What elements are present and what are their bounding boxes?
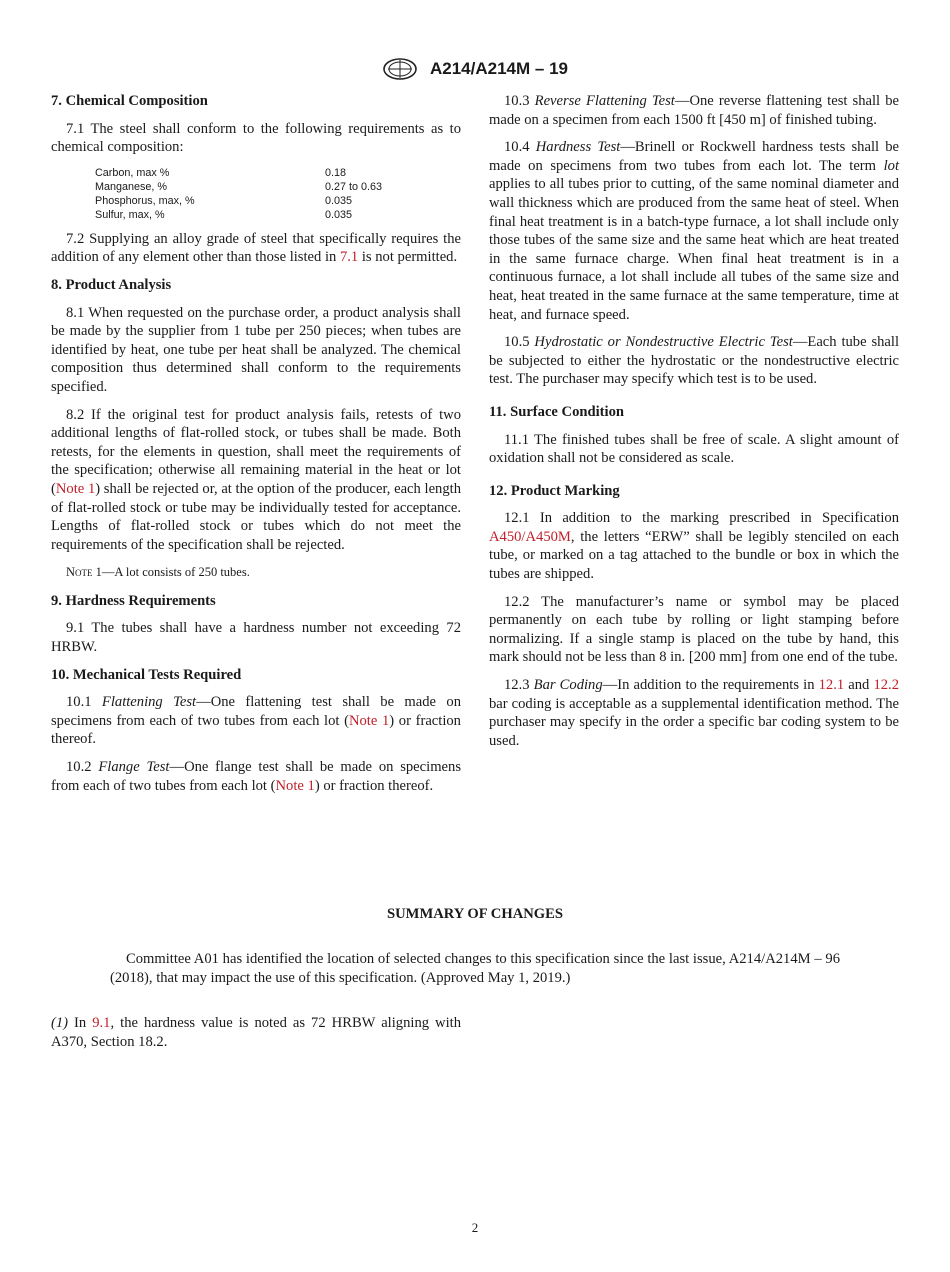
composition-row	[95, 208, 461, 222]
section-10-1: 10.1 Flattening Test—One flattening test shall be made on specimens from each of two tubes from each lot (Note 1) or fraction thereof.	[51, 694, 461, 748]
element-name: Carbon, max %	[95, 166, 170, 179]
note-1-link[interactable]: Note 1	[275, 777, 315, 794]
section-9-1: 9.1 The tubes shall have a hardness number not exceeding 72 HRBW.	[51, 620, 461, 656]
section-12-title: 12. Product Marking	[489, 482, 620, 499]
composition-row	[95, 194, 461, 208]
section-10-title: 10. Mechanical Tests Required	[51, 666, 242, 683]
element-name: Manganese, %	[95, 180, 168, 193]
composition-row	[95, 166, 461, 180]
composition-table	[95, 166, 461, 222]
summary-intro: Committee A01 has identified the location of selected changes to this specification since the last issue, A214/A214M – 96 (2018), that may impact the use of this specification. (Approved May 1, 2019.)	[110, 951, 840, 986]
section-10-5: 10.5 Hydrostatic or Nondestructive Electric Test—Each tube shall be subjected to either the hydrostatic or the nondestructive electric test. The purchaser may specify which test is to be used.	[489, 334, 900, 388]
element-name: Sulfur, max, %	[95, 208, 165, 221]
section-10-2: 10.2 Flange Test—One flange test shall be made on specimens from each of two tubes from each lot (Note 1) or fraction thereof.	[51, 759, 462, 794]
section-8-title: 8. Product Analysis	[51, 276, 172, 293]
element-value: 0.27 to 0.63	[325, 180, 383, 193]
section-7-1: 7.1 The steel shall conform to the following requirements as to chemical composition:	[51, 120, 461, 156]
change-item: (1) In 9.1, the hardness value is noted as 72 HRBW aligning with A370, Section 18.2.	[51, 1015, 461, 1050]
section-11-title: 11. Surface Condition	[489, 403, 625, 420]
left-column	[51, 92, 461, 804]
astm-logo-icon	[382, 58, 418, 80]
section-12-2: 12.2 The manufacturer’s name or symbol may be placed permanently on each tube by rolling or light stamping before normalizing. If a single stamp is placed on the tube by hand, this mark should not be less than 8 in. [200 mm] from one end of the tube.	[489, 593, 899, 666]
composition-row	[95, 180, 461, 194]
ref-link-9-1[interactable]: 9.1	[92, 1015, 111, 1031]
section-9-title: 9. Hardness Requirements	[51, 592, 216, 609]
section-7-2: 7.2 Supplying an alloy grade of steel that specifically requires the addition of any element other than those listed in 7.1 is not permitted.	[51, 230, 461, 266]
section-12-1: 12.1 In addition to the marking prescribed in Specification A450/A450M, the letters “ERW” shall be legibly stenciled on each tube, or marked on a tag attached to the bundle or box in which the tubes are shipped.	[489, 510, 899, 583]
element-name: Phosphorus, max, %	[95, 194, 195, 207]
page-number: 2	[471, 1220, 479, 1235]
element-value: 0.035	[325, 208, 353, 221]
section-10-4: 10.4 Hardness Test—Brinell or Rockwell hardness tests shall be made on specimens from two tubes from each lot. The term lot applies to all tubes prior to cutting, of the same nominal diameter and wall thickness which are produced from the same heat of steel. When final heat treatment is in a batch-type furnace, a lot shall include only those tubes of the same size and the same heat which are heat treated in the same furnace charge. When final heat treatment is in a continuous furnace, a lot shall include all tubes of the same size and heat, heat treated in the same furnace at the same temperature, time at heat, and furnace speed.	[489, 139, 900, 323]
a450-link[interactable]: A450/A450M	[489, 528, 571, 545]
document-id: A214/A214M – 19	[430, 59, 568, 78]
right-column	[489, 92, 899, 759]
section-8-2: 8.2 If the original test for product analysis fails, retests of two additional lengths of flat-rolled stock, or tubes shall be made. Both retests, for the elements in question, shall meet the requirements of the specification; otherwise all remaining material in the heat or lot (Note 1) shall be rejected or, at the option of the producer, each length of flat-rolled stock or tube may be individually tested for acceptance. Lengths of flat-rolled stock or tubes which do not meet the requirements of the specification shall be rejected.	[51, 406, 461, 553]
section-10-3: 10.3 Reverse Flattening Test—One reverse flattening test shall be made on a specimen from each 1500 ft [450 m] of finished tubing.	[489, 93, 899, 128]
summary-title: SUMMARY OF CHANGES	[387, 906, 563, 922]
section-8-1: 8.1 When requested on the purchase order, a product analysis shall be made by the supplier from 1 tube per 250 pieces; when tubes are identified by heat, one tube per heat shall be analyzed. The chemical composition thus determined shall conform to the requirements specified.	[51, 304, 461, 395]
note-1-link[interactable]: Note 1	[348, 712, 390, 729]
page-header	[0, 58, 950, 80]
ref-link-12-2[interactable]: 12.2	[873, 677, 899, 694]
ref-link-12-1[interactable]: 12.1	[818, 677, 845, 694]
element-value: 0.035	[325, 194, 353, 207]
section-11-1: 11.1 The finished tubes shall be free of scale. A slight amount of oxidation shall not be considered as scale.	[489, 431, 899, 467]
section-12-3: 12.3 Bar Coding—In addition to the requirements in 12.1 and 12.2 bar coding is acceptable as a supplemental identification method. The purchaser may specify in the order a specific bar coding system to be used.	[489, 677, 899, 749]
ref-link-7-1[interactable]: 7.1	[339, 249, 359, 266]
section-7-title: 7. Chemical Composition	[51, 93, 208, 109]
note-1: Note 1—A lot consists of 250 tubes.	[66, 565, 250, 580]
note-1-link[interactable]: Note 1	[55, 480, 96, 497]
element-value: 0.18	[325, 166, 347, 179]
